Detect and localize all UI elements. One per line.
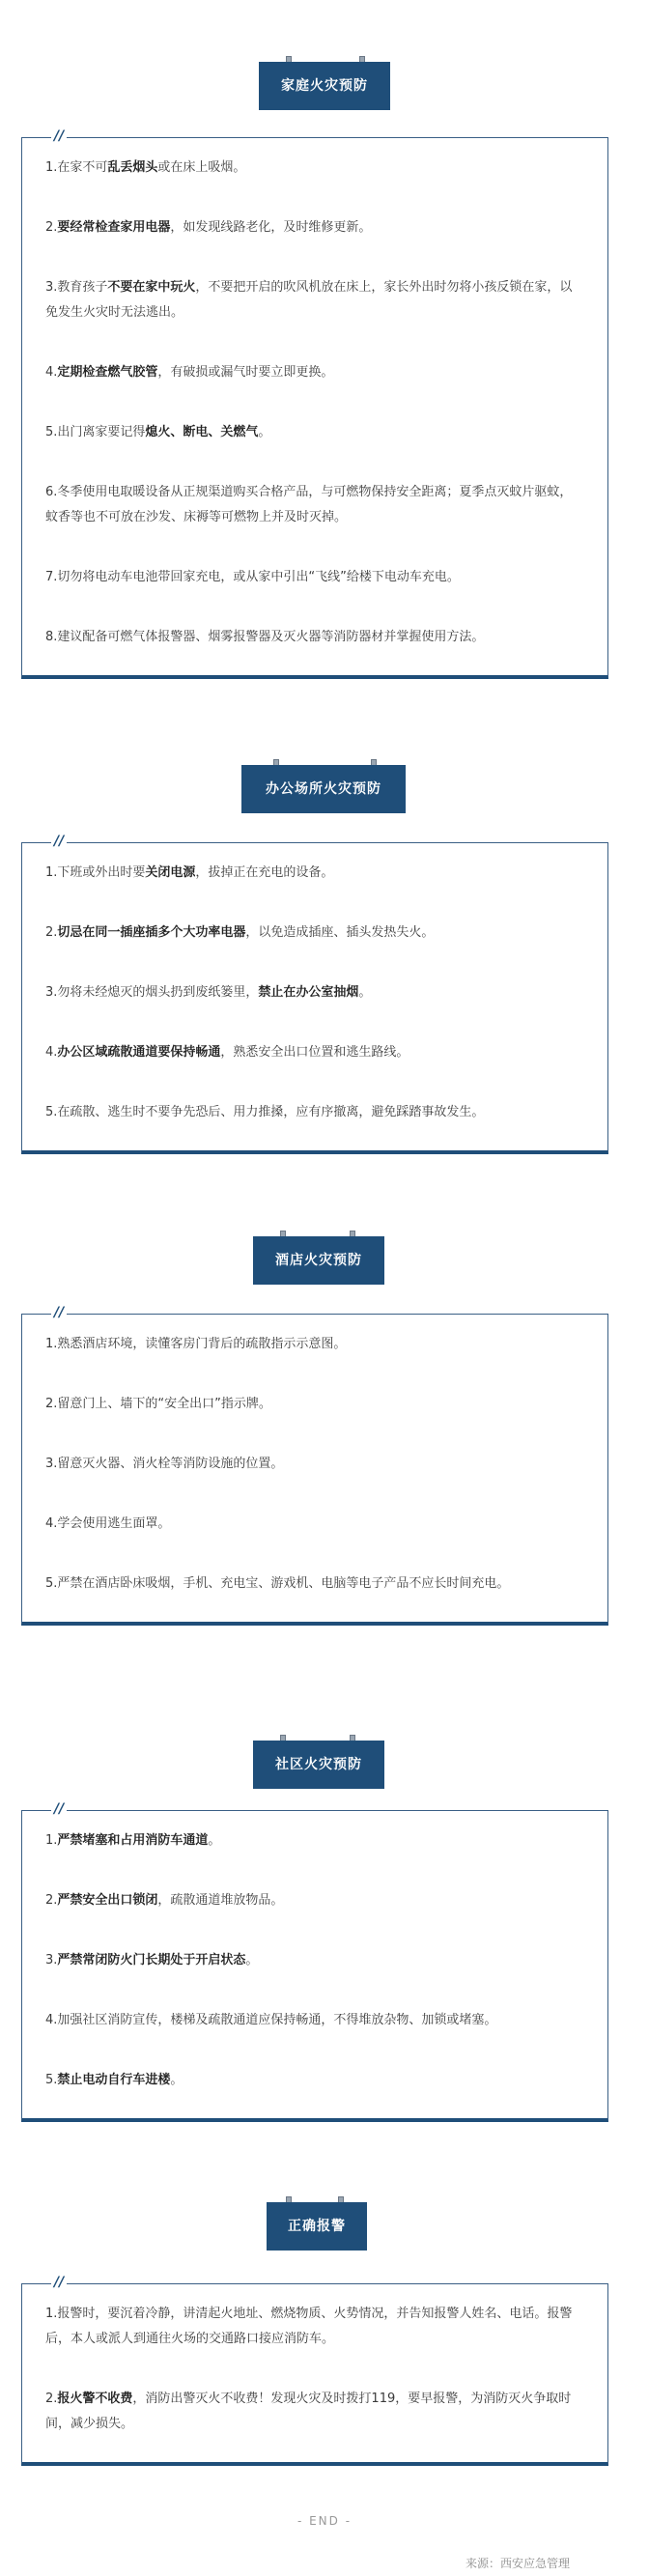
item-list [22, 1811, 607, 2118]
list-item [45, 1040, 584, 1065]
section-title-wrap [0, 2196, 649, 2250]
item-text: 4. [45, 1045, 58, 1060]
item-text: 3.留意灭火器、消火栓等消防设施的位置。 [45, 1457, 284, 1471]
section-home [0, 56, 649, 679]
slash-decoration: // [51, 128, 67, 144]
section-title: 社区火灾预防 [253, 1741, 384, 1789]
item-text: ，熟悉安全出口位置和逃生路线。 [220, 1045, 409, 1060]
emphasis-text: 办公区域疏散通道要保持畅通 [57, 1045, 221, 1060]
slash-decoration: // [51, 1305, 67, 1320]
section-card [21, 128, 608, 679]
item-text: 1.在家不可 [45, 160, 108, 175]
list-item [45, 1888, 584, 1913]
emphasis-text: 定期检查燃气胶管 [57, 365, 158, 380]
item-text: 3.勿将未经熄灭的烟头扔到废纸篓里， [45, 985, 259, 1000]
slash-decoration: // [51, 1801, 67, 1817]
list-item [45, 156, 584, 181]
section-title: 家庭火灾预防 [259, 62, 390, 110]
slash-decoration: // [51, 2275, 67, 2290]
section-card [21, 834, 608, 1154]
item-list [22, 138, 607, 675]
end-marker: - END - [296, 2514, 353, 2528]
section-title: 正确报警 [267, 2202, 367, 2250]
item-text: 1.熟悉酒店环境，读懂客房门背后的疏散指示示意图。 [45, 1337, 347, 1351]
item-text: 8.建议配备可燃气体报警器、烟雾报警器及灭火器等消防器材并掌握使用方法。 [45, 630, 485, 644]
item-text: 4.加强社区消防宣传，楼梯及疏散通道应保持畅通，不得堆放杂物、加锁或堵塞。 [45, 2013, 497, 2027]
emphasis-text: 禁止在办公室抽烟 [258, 985, 359, 1000]
item-text: ，以免造成插座、插头发热失火。 [245, 925, 435, 940]
list-item [45, 920, 584, 946]
item-text: ，疏散通道堆放物品。 [157, 1893, 284, 1908]
item-text: ，如发现线路老化，及时维修更新。 [170, 220, 372, 235]
list-item [45, 1392, 584, 1417]
emphasis-text: 报火警不收费 [57, 2392, 133, 2406]
list-item [45, 1332, 584, 1357]
list-item [45, 2008, 584, 2033]
section-community [0, 1735, 649, 2122]
item-text: 4.学会使用逃生面罩。 [45, 1516, 171, 1531]
item-list [22, 1315, 607, 1622]
list-item [45, 1948, 584, 1973]
item-text: 5. [45, 2073, 58, 2087]
list-item [45, 625, 584, 650]
item-text: 5.出门离家要记得 [45, 425, 146, 439]
item-text: 4. [45, 365, 58, 380]
item-text: 。 [258, 425, 271, 439]
item-text: 7.切勿将电动车电池带回家充电，或从家中引出“飞线”给楼下电动车充电。 [45, 570, 460, 584]
item-text: ，不要把开启的吹风机放在床上，家长外出时勿将小孩反锁在家，以免发生火灾时无法逃出。 [45, 280, 573, 320]
item-text: ，消防出警灭火不收费！发现火灾及时拨打119，要早报警，为消防灭火争取时间，减少损失。 [45, 2392, 572, 2431]
section-hotel [0, 1231, 649, 1626]
section-report [0, 2196, 649, 2466]
list-item [45, 215, 584, 241]
item-text: 2. [45, 2392, 58, 2406]
item-text: 1.报警时，要沉着冷静，讲清起火地址、燃烧物质、火势情况，并告知报警人姓名、电话。报警后，本人或派人到通往火场的交通路口接应消防车。 [45, 2307, 573, 2346]
section-title: 酒店火灾预防 [253, 1236, 384, 1285]
item-text: 5.在疏散、逃生时不要争先恐后、用力推搡，应有序撤离，避免踩踏事故发生。 [45, 1105, 485, 1119]
section-title: 办公场所火灾预防 [241, 765, 406, 813]
item-text: 2.留意门上、墙下的“安全出口”指示牌。 [45, 1397, 271, 1411]
source-credit: 来源：西安应急管理 [465, 2557, 570, 2570]
item-text: 1.下班或外出时要 [45, 865, 146, 880]
item-text: 1. [45, 1833, 58, 1848]
item-text: 。 [245, 1953, 259, 1967]
emphasis-text: 严禁堵塞和占用消防车通道 [57, 1833, 209, 1848]
list-item [45, 1571, 584, 1597]
item-text: 。 [358, 985, 372, 1000]
list-item [45, 2387, 584, 2437]
list-item [45, 980, 584, 1005]
list-item [45, 2302, 584, 2352]
item-text: ，有破损或漏气时要立即更换。 [157, 365, 334, 380]
section-title-wrap [0, 1231, 649, 1285]
list-item [45, 1452, 584, 1477]
section-card [21, 1305, 608, 1626]
section-office [0, 759, 649, 1154]
emphasis-text: 要经常检查家用电器 [57, 220, 171, 235]
item-text: 。 [208, 1833, 221, 1848]
emphasis-text: 禁止电动自行车进楼 [57, 2073, 171, 2087]
list-item [45, 275, 584, 326]
item-text: 2. [45, 220, 58, 235]
item-text: 5.严禁在酒店卧床吸烟，手机、充电宝、游戏机、电脑等电子产品不应长时间充电。 [45, 1576, 510, 1591]
section-title-wrap [0, 56, 649, 110]
item-text: ，拔掉正在充电的设备。 [195, 865, 334, 880]
list-item [45, 2068, 584, 2093]
emphasis-text: 熄火、断电、关燃气 [145, 425, 259, 439]
emphasis-text: 不要在家中玩火 [107, 280, 196, 295]
item-text: 6.冬季使用电取暖设备从正规渠道购买合格产品，与可燃物保持安全距离；夏季点灭蚊片驱蚊，蚊香等也不可放在沙发、床褥等可燃物上并及时灭掉。 [45, 485, 573, 524]
item-text: 。 [170, 2073, 183, 2087]
emphasis-text: 关闭电源 [145, 865, 196, 880]
emphasis-text: 严禁常闭防火门长期处于开启状态 [57, 1953, 246, 1967]
slash-decoration: // [51, 834, 67, 849]
list-item [45, 480, 584, 530]
list-item [45, 565, 584, 590]
item-list [22, 2284, 607, 2462]
list-item [45, 360, 584, 385]
section-title-wrap [0, 1735, 649, 1789]
item-text: 或在床上吸烟。 [157, 160, 246, 175]
emphasis-text: 严禁安全出口锁闭 [57, 1893, 158, 1908]
emphasis-text: 切忌在同一插座插多个大功率电器 [57, 925, 246, 940]
section-title-wrap [0, 759, 649, 813]
item-text: 3.教育孩子 [45, 280, 108, 295]
item-text: 2. [45, 1893, 58, 1908]
list-item [45, 1100, 584, 1125]
item-text: 3. [45, 1953, 58, 1967]
list-item [45, 861, 584, 886]
item-list [22, 843, 607, 1150]
list-item [45, 420, 584, 445]
section-card [21, 1801, 608, 2122]
list-item [45, 1828, 584, 1854]
list-item [45, 1512, 584, 1537]
section-card [21, 2275, 608, 2466]
emphasis-text: 乱丢烟头 [107, 160, 158, 175]
item-text: 2. [45, 925, 58, 940]
